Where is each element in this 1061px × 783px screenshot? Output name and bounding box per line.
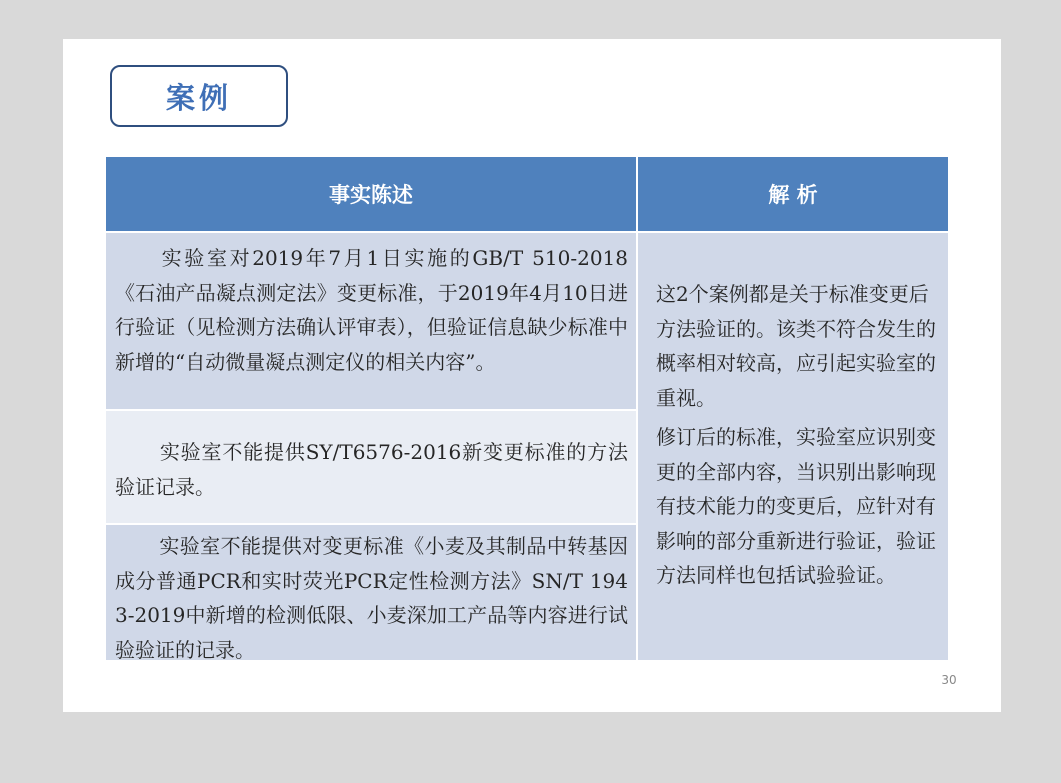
header-facts: 事实陈述 [106, 157, 636, 231]
analysis-paragraph-1: 这2个案例都是关于标准变更后方法验证的。该类不符合发生的概率相对较高，应引起实验室的重视。 [656, 282, 936, 410]
slide [63, 39, 1001, 712]
analysis-cell [638, 233, 948, 660]
analysis-paragraph-2: 修订后的标准，实验室应识别变更的全部内容，当识别出影响现有技术能力的变更后，应针对有影响的部分重新进行验证，验证方法同样也包括试验验证。 [656, 425, 936, 587]
fact-row-1 [106, 233, 636, 409]
fact-text-1: 实验室对2019年7月1日实施的GB/T 510-2018《石油产品凝点测定法》变更标准，于2019年4月10日进行验证（见检测方法确认评审表），但验证信息缺少标准中新增的“自动微量凝点测定仪的相关内容”。 [115, 246, 628, 374]
slide-title: 案例 [165, 80, 232, 115]
header-analysis: 解 析 [638, 157, 948, 231]
fact-text-3: 实验室不能提供对变更标准《小麦及其制品中转基因成分普通PCR和实时荧光PCR定性检测方法》SN/T 1943-2019中新增的检测低限、小麦深加工产品等内容进行试验验证的记录。 [115, 534, 628, 660]
page-number: 30 [941, 673, 957, 687]
fact-row-2 [106, 411, 636, 523]
title-box [110, 65, 288, 127]
fact-row-3 [106, 525, 636, 660]
fact-text-2: 实验室不能提供SY/T6576-2016新变更标准的方法验证记录。 [115, 440, 628, 499]
case-table [106, 157, 948, 660]
